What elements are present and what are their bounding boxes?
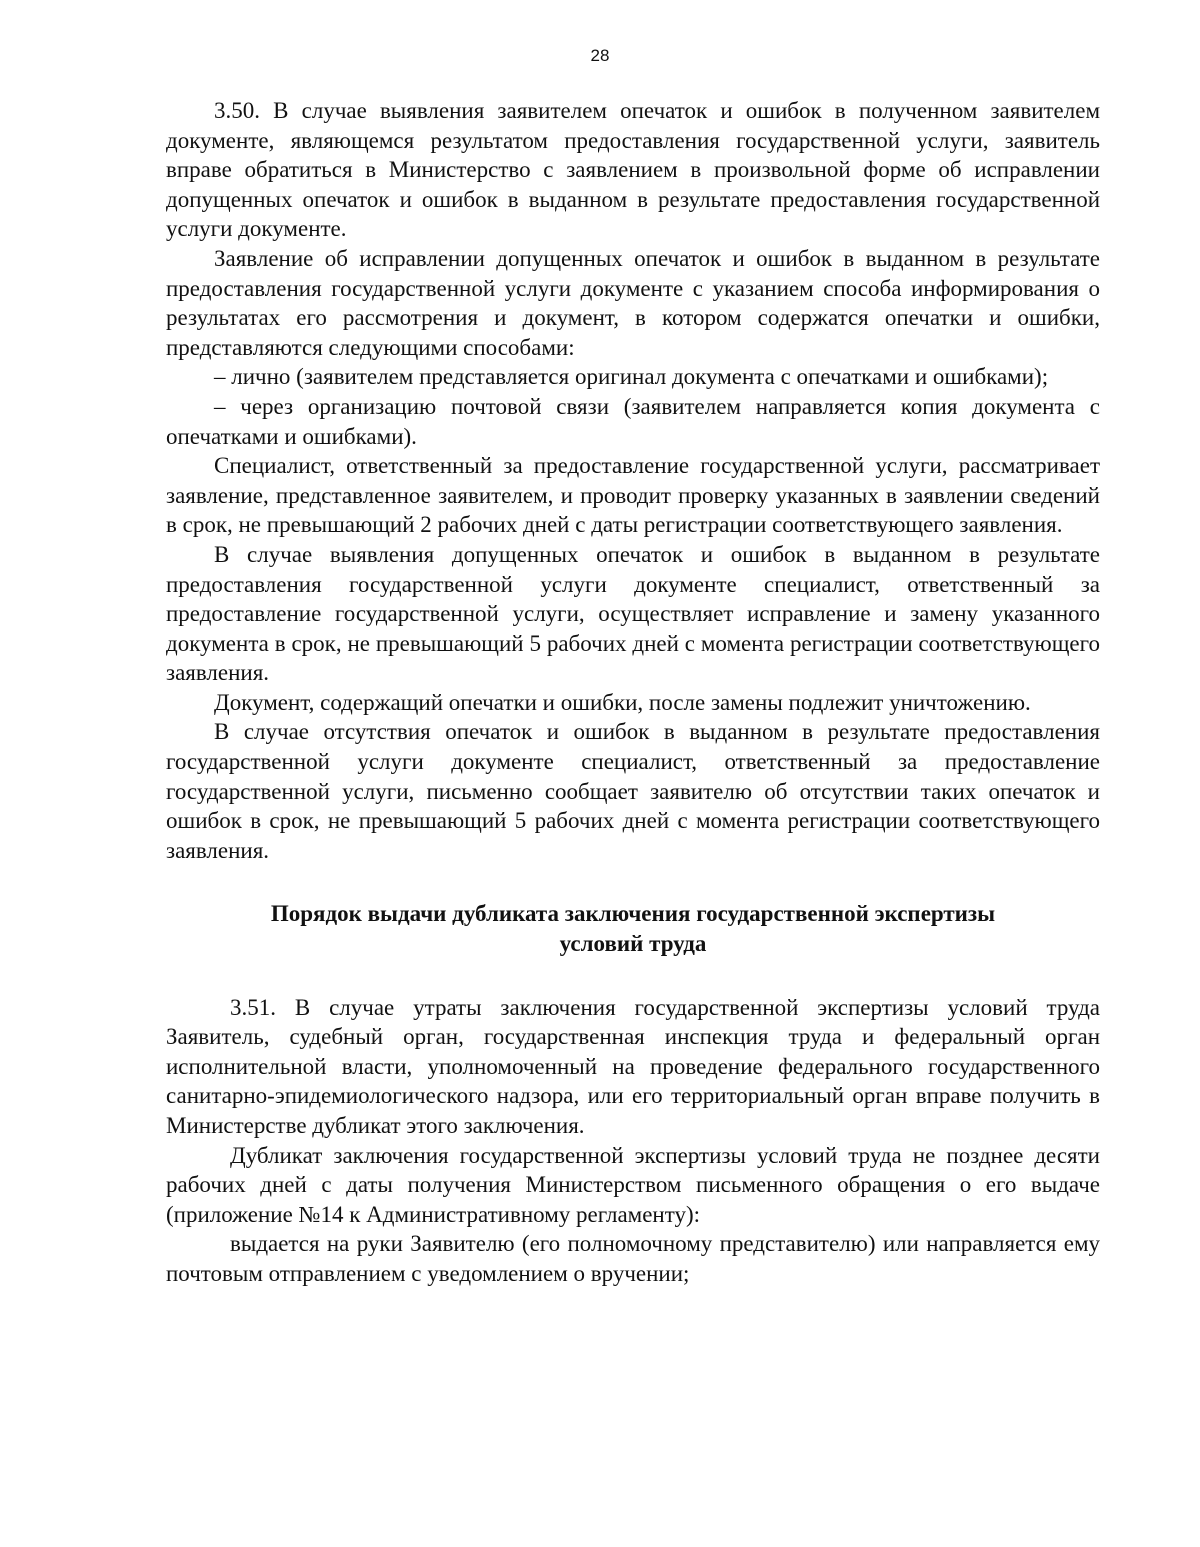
paragraph-3-50: 3.50. В случае выявления заявителем опечаток и ошибок в полученном заявителем документе, являющемся результатом предоставления государственной услуги, заявитель вправе обратиться в Министерство с заявлением в произвольной форме об исправлении допущенных опечаток и ошибок в выданном в результате предоставления государственной услуги документе. xyxy=(166,98,1100,242)
paragraph-correction: В случае выявления допущенных опечаток и ошибок в выданном в результате предоставления государственной услуги документе специалист, ответственный за предоставление государственной услуги, осуществляет исправление и замену указанного документа в срок, не превышающий 5 рабочих дней с момента регистрации соответствующего заявления. xyxy=(166,541,1100,686)
section-heading xyxy=(166,899,1100,958)
paragraph-delivery: выдается на руки Заявителю (его полномочному представителю) или направляется ему почтовым отправлением с уведомлением о вручении; xyxy=(166,1231,1100,1286)
paragraph-no-errors: В случае отсутствия опечаток и ошибок в выданном в результате предоставления государственной услуги документе специалист, ответственный за предоставление государственной услуги, письменно сообщает заявителю об отсутствии таких опечаток и ошибок в срок, не превышающий 5 рабочих дней с момента регистрации соответствующего заявления. xyxy=(166,719,1100,863)
page-number: 28 xyxy=(590,46,610,65)
paragraph-application-methods: Заявление об исправлении допущенных опечаток и ошибок в выданном в результате предоставления государственной услуги документе с указанием способа информирования о результатах его рассмотрения и документ, в котором содержатся опечатки и ошибки, представляются следующими способами: xyxy=(166,245,1100,360)
section-heading-line-1: Порядок выдачи дубликата заключения государственной экспертизы xyxy=(270,901,996,927)
list-item-in-person: – лично (заявителем представляется оригинал документа с опечатками и ошибками); xyxy=(214,364,1049,390)
paragraph-duplicate-issuance: Дубликат заключения государственной экспертизы условий труда не позднее десяти рабочих дней с даты получения Министерством письменного обращения о его выдаче (приложение №14 к Административному регламенту): xyxy=(166,1142,1100,1227)
paragraph-specialist-review: Специалист, ответственный за предоставление государственной услуги, рассматривает заявление, представленное заявителем, и проводит проверку указанных в заявлении сведений в срок, не превышающий 2 рабочих дней с даты регистрации соответствующего заявления. xyxy=(166,453,1100,538)
section-heading-line-2: условий труда xyxy=(559,931,707,957)
paragraph-destruction: Документ, содержащий опечатки и ошибки, после замены подлежит уничтожению. xyxy=(214,689,1031,715)
document-body xyxy=(166,96,1100,1289)
paragraph-3-51: 3.51. В случае утраты заключения государственной экспертизы условий труда Заявитель, судебный орган, государственная инспекция труда и федеральный орган исполнительной власти, уполномоченный на проведение федерального государственного санитарно-эпидемиологического надзора, или его территориальный орган вправе получить в Министерстве дубликат этого заключения. xyxy=(166,994,1100,1138)
list-item-by-post: – через организацию почтовой связи (заявителем направляется копия документа с опечатками и ошибками). xyxy=(166,393,1100,449)
